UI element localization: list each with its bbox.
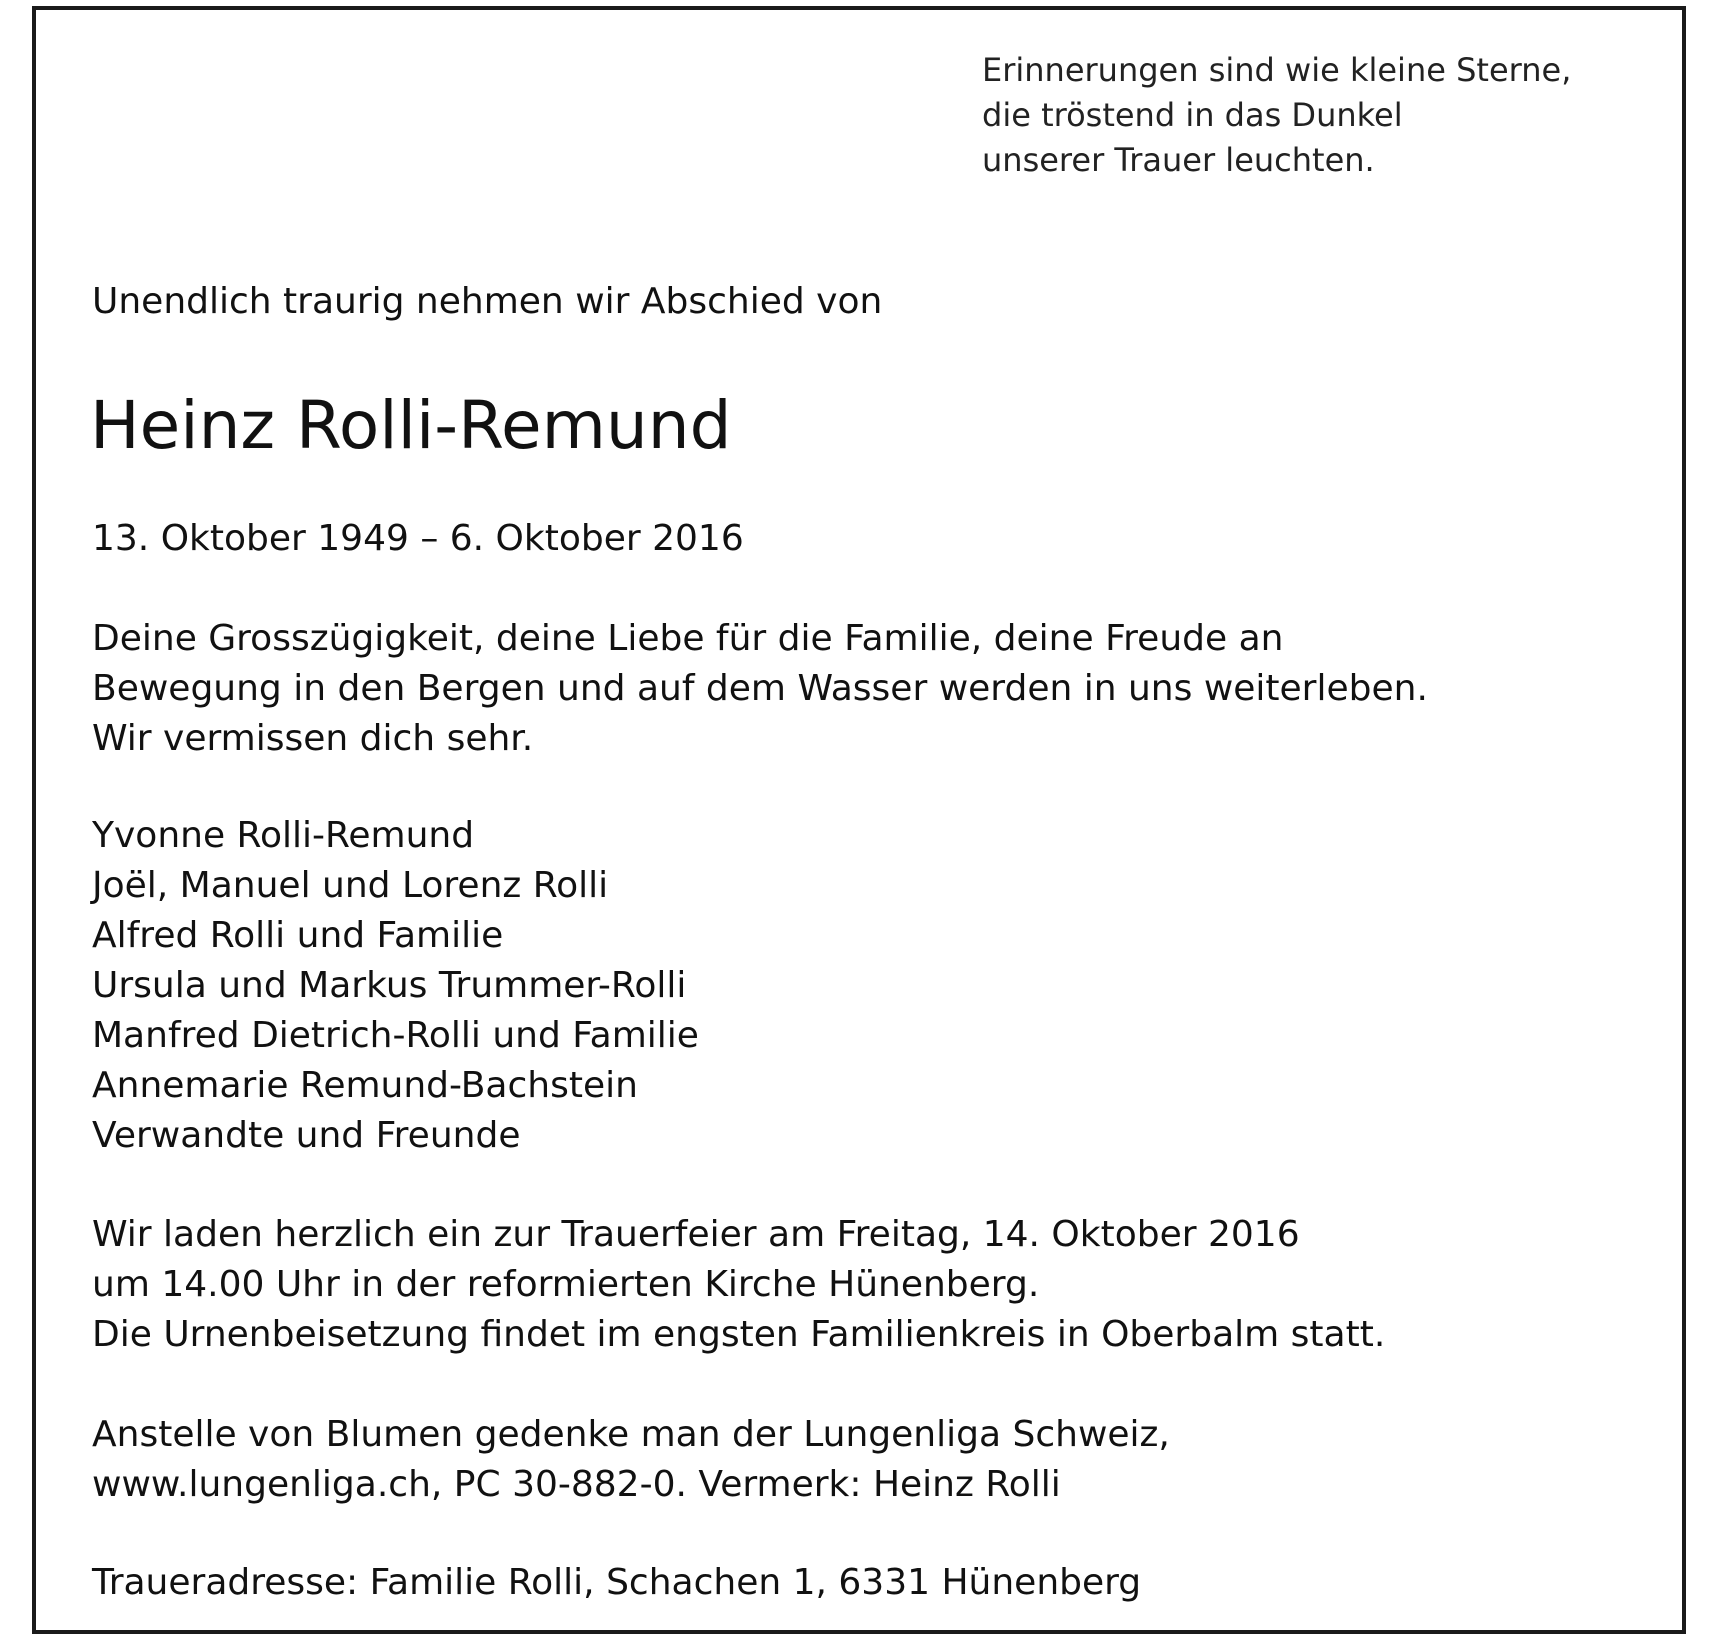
tribute-text (92, 614, 1428, 764)
mourner-name: Annemarie Remund-Bachstein (92, 1065, 638, 1106)
donation-info (92, 1410, 1170, 1510)
ceremony-line: Die Urnenbeisetzung findet im engsten Familienkreis in Oberbalm statt. (92, 1314, 1386, 1355)
quote-line: unserer Trauer leuchten. (982, 141, 1375, 179)
mourner-name: Alfred Rolli und Familie (92, 915, 504, 956)
mourner-name: Manfred Dietrich-Rolli und Familie (92, 1015, 699, 1056)
tribute-line: Wir vermissen dich sehr. (92, 718, 534, 759)
ceremony-line: Wir laden herzlich ein zur Trauerfeier am Freitag, 14. Oktober 2016 (92, 1214, 1300, 1255)
donation-line: www.lungenliga.ch, PC 30-882-0. Vermerk: Heinz Rolli (92, 1464, 1061, 1505)
mourner-name: Verwandte und Freunde (92, 1115, 521, 1156)
mourning-address: Traueradresse: Familie Rolli, Schachen 1, 6331 Hünenberg (92, 1562, 1142, 1603)
mourner-name: Ursula und Markus Trummer-Rolli (92, 965, 687, 1006)
deceased-name: Heinz Rolli-Remund (90, 387, 732, 464)
intro-text: Unendlich traurig nehmen wir Abschied von (92, 281, 883, 322)
mourner-name: Joël, Manuel und Lorenz Rolli (92, 865, 609, 906)
mourner-name: Yvonne Rolli-Remund (92, 815, 475, 856)
tribute-line: Bewegung in den Bergen und auf dem Wasser werden in uns weiterleben. (92, 668, 1428, 709)
ceremony-line: um 14.00 Uhr in der reformierten Kirche Hünenberg. (92, 1264, 1040, 1305)
memorial-quote (982, 48, 1571, 183)
tribute-line: Deine Grosszügigkeit, deine Liebe für die Familie, deine Freude an (92, 618, 1284, 659)
ceremony-info (92, 1210, 1385, 1360)
mourners-list (92, 811, 699, 1161)
life-dates: 13. Oktober 1949 – 6. Oktober 2016 (92, 518, 744, 559)
quote-line: Erinnerungen sind wie kleine Sterne, (982, 51, 1572, 89)
donation-line: Anstelle von Blumen gedenke man der Lungenliga Schweiz, (92, 1414, 1170, 1455)
quote-line: die tröstend in das Dunkel (982, 96, 1403, 134)
